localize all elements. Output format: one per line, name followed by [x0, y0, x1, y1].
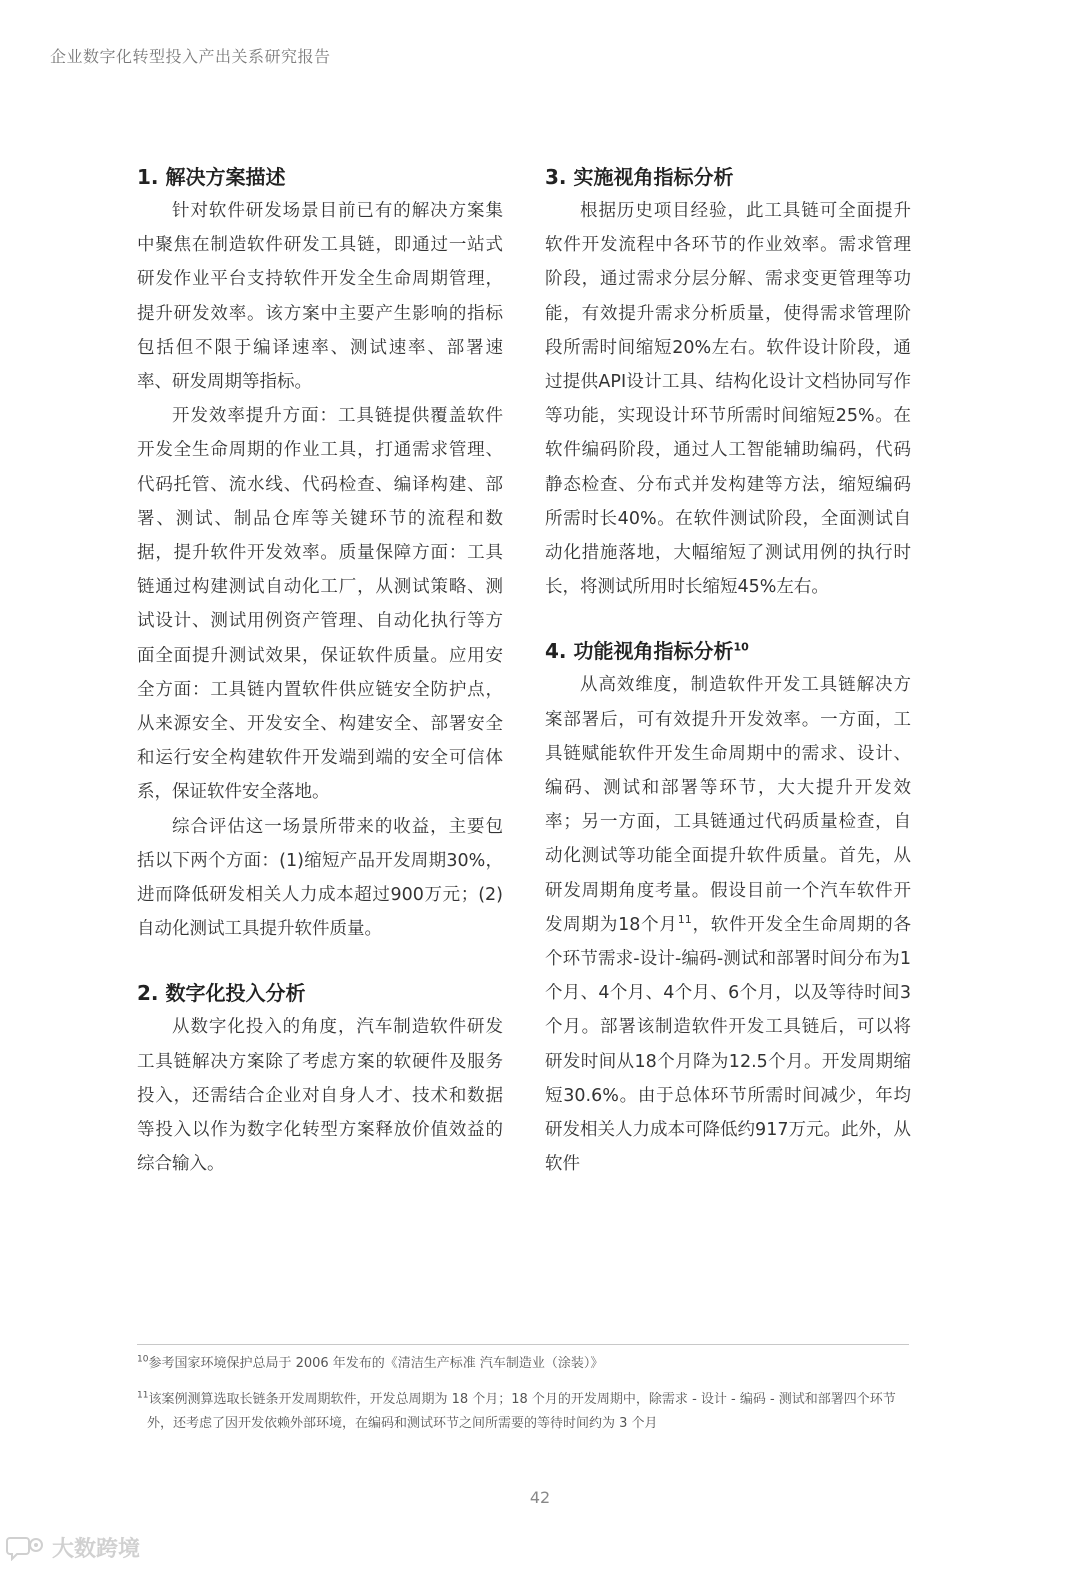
- footnote-text: 参考国家环境保护总局于 2006 年发布的《清洁生产标准 汽车制造业（涂装）》: [148, 1356, 604, 1371]
- heading-text: 4. 功能视角指标分析: [545, 639, 734, 664]
- footnote-number: 10: [137, 1354, 149, 1365]
- footnote-text: 该案例测算选取长链条开发周期软件，开发总周期为 18 个月；18 个月的开发周期中，除需求 - 设计 - 编码 - 测试和部署四个环节外，还考虑了因开发依赖外部环境，在编码和测试环节之间所需要的等待时间约为 3 个月: [147, 1392, 896, 1431]
- watermark: [6, 1532, 140, 1563]
- running-header: 企业数字化转型投入产出关系研究报告: [50, 47, 331, 66]
- section-heading: 1. 解决方案描述: [137, 165, 286, 189]
- section-solution-description: [137, 160, 503, 946]
- footnote-ref[interactable]: 11: [677, 913, 692, 927]
- paragraph: 从数字化投入的角度，汽车制造软件研发工具链解决方案除了考虑方案的软硬件及服务投入，还需结合企业对自身人才、技术和数据等投入以作为数字化转型方案释放价值效益的综合输入。: [137, 1017, 503, 1175]
- paragraph: 根据历史项目经验，此工具链可全面提升软件开发流程中各环节的作业效率。需求管理阶段，通过需求分层分解、需求变更管理等功能，有效提升需求分析质量，使得需求管理阶段所需时间缩短20%左右。软件设计阶段，通过提供API设计工具、结构化设计文档协同写作等功能，实现设计环节所需时间缩短25%。在软件编码阶段，通过人工智能辅助编码，代码静态检查、分布式并发构建等方法，缩短编码所需时长40%。在软件测试阶段，全面测试自动化措施落地，大幅缩短了测试用例的执行时长，将测试所用时长缩短45%左右。: [545, 201, 911, 598]
- speech-bubble-logo-icon: [6, 1535, 46, 1561]
- page-number: 42: [529, 1488, 551, 1507]
- footnote-number: 11: [137, 1390, 149, 1401]
- section-digital-investment: [137, 976, 503, 1181]
- section-implementation-metrics: [545, 160, 911, 604]
- section-heading: [545, 634, 911, 668]
- paragraph: 针对软件研发场景目前已有的解决方案集中聚焦在制造软件研发工具链，即通过一站式研发作业平台支持软件开发全生命周期管理，提升研发效率。该方案中主要产生影响的指标包括但不限于编译速率、测试速率、部署速率、研发周期等指标。: [137, 201, 503, 393]
- left-column: [137, 160, 503, 1211]
- paragraph-text: ，软件开发全生命周期的各个环节需求-设计-编码-测试和部署时间分布为1个月、4个月、4个月、6个月，以及等待时间3个月。部署该制造软件开发工具链后，可以将研发时间从18个月降为12.5个月。开发周期缩短30.6%。由于总体环节所需时间减少，年均研发相关人力成本可降低约917万元。此外，从软件: [545, 914, 911, 1175]
- footnote-ref[interactable]: 10: [733, 640, 749, 654]
- section-heading: 3. 实施视角指标分析: [545, 165, 734, 189]
- paragraph: 开发效率提升方面：工具链提供覆盖软件开发全生命周期的作业工具，打通需求管理、代码托管、流水线、代码检查、编译构建、部署、测试、制品仓库等关键环节的流程和数据，提升软件开发效率。质量保障方面：工具链通过构建测试自动化工厂，从测试策略、测试设计、测试用例资产管理、自动化执行等方面全面提升测试效果，保证软件质量。应用安全方面：工具链内置软件供应链安全防护点，从来源安全、开发安全、构建安全、部署安全和运行安全构建软件开发端到端的安全可信体系，保证软件安全落地。: [137, 406, 503, 803]
- footnote-divider: [137, 1344, 909, 1345]
- section-heading: 2. 数字化投入分析: [137, 981, 306, 1006]
- section-function-metrics: [545, 634, 911, 1181]
- paragraph: 综合评估这一场景所带来的收益，主要包括以下两个方面：(1)缩短产品开发周期30%，进而降低研发相关人力成本超过900万元；(2)自动化测试工具提升软件质量。: [137, 816, 503, 940]
- footnote-11: [137, 1388, 919, 1436]
- footnote-10: [137, 1352, 909, 1376]
- paragraph: [545, 668, 911, 1181]
- paragraph-text: 从高效维度，制造软件开发工具链解决方案部署后，可有效提升开发效率。一方面，工具链赋能软件开发生命周期中的需求、设计、编码、测试和部署等环节，大大提升开发效率；另一方面，工具链通过代码质量检查，自动化测试等功能全面提升软件质量。首先，从研发周期角度考量。假设目前一个汽车软件开发周期为18个月: [545, 675, 911, 935]
- right-column: [545, 160, 911, 1211]
- watermark-text: 大数跨境: [52, 1537, 141, 1562]
